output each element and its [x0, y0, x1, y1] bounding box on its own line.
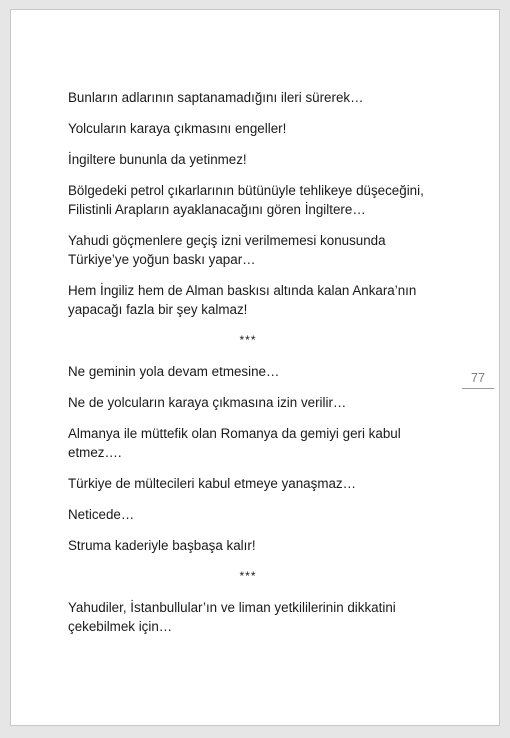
paragraph: Bunların adlarının saptanamadığını ileri sürerek… — [68, 90, 364, 105]
paragraph: Ne geminin yola devam etmesine… — [68, 364, 280, 379]
paragraph: Yolcuların karaya çıkmasını engeller! — [68, 121, 287, 136]
page-content — [68, 88, 428, 648]
paragraph: Neticede… — [68, 507, 135, 522]
section-separator: *** — [239, 333, 257, 347]
paragraph: Struma kaderiyle başbaşa kalır! — [68, 538, 256, 553]
document-page — [10, 9, 500, 726]
paragraph: Yahudiler, İstanbullular’ın ve liman yetkililerinin dikkatini çekebilmek için… — [68, 600, 396, 634]
paragraph: Ne de yolcuların karaya çıkmasına izin verilir… — [68, 395, 347, 410]
paragraph: Yahudi göçmenlere geçiş izni verilmemesi konusunda Türkiye’ye yoğun baskı yapar… — [68, 233, 386, 267]
paragraph: Hem İngiliz hem de Alman baskısı altında kalan Ankara’nın yapacağı fazla bir şey kalmaz! — [68, 283, 417, 317]
page-number: 77 — [462, 370, 494, 389]
paragraph: İngiltere bununla da yetinmez! — [68, 152, 247, 167]
paragraph: Türkiye de mültecileri kabul etmeye yanaşmaz… — [68, 476, 357, 491]
paragraph: Almanya ile müttefik olan Romanya da gemiyi geri kabul etmez…. — [68, 426, 401, 460]
paragraph: Bölgedeki petrol çıkarlarının bütünüyle tehlikeye düşeceğini, Filistinli Arapların ayaklanacağını gören İngiltere… — [68, 183, 424, 217]
section-separator: *** — [239, 569, 257, 583]
